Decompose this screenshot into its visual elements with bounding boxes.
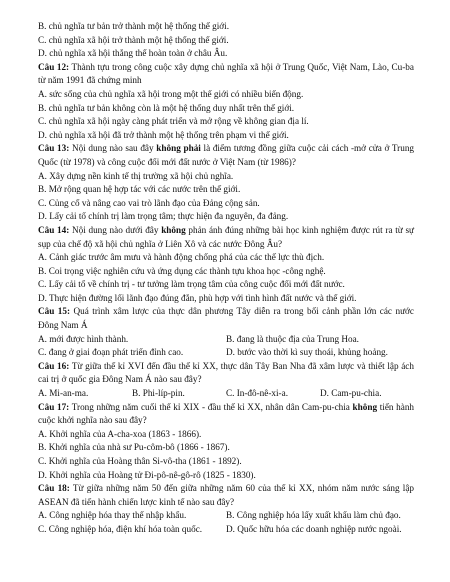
option-a: A. mới được hình thành. bbox=[38, 333, 129, 344]
option-c: C. chủ nghĩa xã hội trở thành một hệ thống thế giới. bbox=[38, 34, 229, 45]
question-13-stem bbox=[38, 142, 414, 169]
option-d: D. Khởi nghĩa của Hoàng tử Đi-pô-nê-gô-rô (1825 - 1830). bbox=[38, 469, 256, 480]
option-b: B. đang là thuộc địa của Trung Hoa. bbox=[226, 333, 359, 344]
question-number: Câu 17: bbox=[38, 401, 70, 412]
question-text-pre: Trong những năm cuối thế kỉ XIX - đầu thế kỉ XX, nhân dân Cam-pu-chia bbox=[71, 401, 350, 412]
question-text: Thành tựu trong công cuộc xây dựng chủ nghĩa xã hội ở Trung Quốc, Việt Nam, Lào, Cu-ba từ năm 1991 đã chứng minh bbox=[38, 61, 414, 86]
question-17-stem bbox=[38, 401, 414, 428]
option-d: D. Cam-pu-chia. bbox=[320, 388, 382, 399]
option-b: B. Phi-líp-pin. bbox=[132, 388, 185, 399]
options-grid bbox=[38, 387, 414, 401]
question-text-pre: Nội dung nào dưới đây bbox=[72, 224, 159, 235]
question-16 bbox=[38, 360, 414, 401]
question-text-post: phản ánh đúng những bài học kinh nghiệm được rút ra từ sự sụp của chế độ xã hội chủ nghĩa ở Liên Xô và các nước Đông Âu? bbox=[38, 224, 415, 249]
question-text-post: tiến hành cuộc khởi nghĩa nào sau đây? bbox=[38, 401, 415, 426]
question-14-stem bbox=[38, 224, 414, 251]
question-number: Câu 18: bbox=[38, 483, 70, 494]
option-a: A. Xây dựng nền kinh tế thị trường xã hội chủ nghĩa. bbox=[38, 170, 234, 181]
question-number: Câu 12: bbox=[38, 61, 70, 72]
options-grid bbox=[38, 509, 414, 536]
option-c: C. đang ở giai đoạn phát triển đỉnh cao. bbox=[38, 347, 184, 358]
question-text-emphasis: không phải bbox=[156, 143, 201, 154]
option-a: A. Khởi nghĩa của A-cha-xoa (1863 - 1866). bbox=[38, 428, 202, 439]
question-18-stem bbox=[38, 482, 414, 509]
question-text-emphasis: không bbox=[352, 401, 378, 412]
question-number: Câu 13: bbox=[38, 143, 70, 154]
option-d: D. chủ nghĩa xã hội thắng thế hoàn toàn ở châu Âu. bbox=[38, 48, 228, 59]
question-text-emphasis: không bbox=[161, 224, 186, 235]
option-c: C. In-đô-nê-xi-a. bbox=[226, 388, 288, 399]
question-12-stem bbox=[38, 61, 414, 88]
option-c: C. chủ nghĩa xã hội ngày càng phát triển và mở rộng về không gian địa lí. bbox=[38, 116, 309, 127]
question-13 bbox=[38, 142, 414, 224]
question-16-stem bbox=[38, 360, 414, 387]
question-18 bbox=[38, 482, 414, 536]
option-b: B. chủ nghĩa tư bản trở thành một hệ thống thế giới. bbox=[38, 21, 230, 31]
option-b: B. Khởi nghĩa của nhà sư Pu-côm-bô (1866 - 1867). bbox=[38, 442, 230, 453]
option-d: D. bước vào thời kì suy thoái, khủng hoảng. bbox=[226, 347, 388, 358]
question-15 bbox=[38, 305, 414, 359]
option-c: C. Công nghiệp hóa, điện khí hóa toàn quốc. bbox=[38, 523, 203, 534]
top-options bbox=[38, 20, 414, 61]
option-b: B. Coi trọng việc nghiên cứu và ứng dụng các thành tựu khoa học -công nghệ. bbox=[38, 265, 326, 276]
option-c: C. Củng cố và nâng cao vai trò lãnh đạo của Đảng cộng sản. bbox=[38, 197, 260, 208]
question-12 bbox=[38, 61, 414, 143]
question-text-post: là điểm tương đồng giữa cuộc cải cách -mở cửa ở Trung Quốc (từ 1978) và công cuộc đổi mới đất nước ở Việt Nam (từ 1986)? bbox=[38, 143, 415, 167]
option-b: B. Công nghiệp hóa lấy xuất khẩu làm chủ đạo. bbox=[226, 510, 401, 521]
option-a: A. Mi-an-ma. bbox=[38, 388, 89, 399]
question-number: Câu 14: bbox=[38, 224, 70, 235]
question-text-pre: Nội dung nào sau đây bbox=[71, 143, 154, 154]
option-b: B. Mở rộng quan hệ hợp tác với các nước trên thế giới. bbox=[38, 184, 241, 195]
question-number: Câu 15: bbox=[38, 306, 71, 317]
option-b: B. chủ nghĩa tư bản không còn là một hệ thống duy nhất trên thế giới. bbox=[38, 102, 295, 113]
question-14 bbox=[38, 224, 414, 306]
option-d: D. Lấy cải tổ chính trị làm trọng tâm; thực hiện đa nguyên, đa đảng. bbox=[38, 211, 289, 222]
question-text: Từ giữa thế kỉ XVI đến đầu thế kỉ XX, thực dân Tây Ban Nha đã xâm lược và thiết lập ách cai trị ở quốc gia Đông Nam Á nào sau đây? bbox=[38, 360, 414, 385]
option-d: D. Thực hiện đường lối lãnh đạo đúng đắn, phù hợp với tình hình đất nước và thế giới. bbox=[38, 292, 357, 303]
option-c: C. Khởi nghĩa của Hoàng thân Si-vô-tha (1861 - 1892). bbox=[38, 456, 242, 466]
question-17 bbox=[38, 401, 414, 483]
question-number: Câu 16: bbox=[38, 360, 70, 371]
option-d: D. chủ nghĩa xã hội đã trở thành một hệ thống trên phạm vi thế giới. bbox=[38, 129, 289, 140]
option-d: D. Quốc hữu hóa các doanh nghiệp nước ngoài. bbox=[226, 523, 402, 534]
option-c: C. Lấy cải tổ về chính trị - tư tưởng làm trọng tâm của công cuộc đổi mới đất nước. bbox=[38, 279, 345, 290]
question-15-stem bbox=[38, 305, 414, 332]
option-a: A. Công nghiệp hóa thay thế nhập khẩu. bbox=[38, 510, 187, 521]
option-a: A. Cảnh giác trước âm mưu và hành động chống phá của các thế lực thù địch. bbox=[38, 252, 325, 263]
question-text: Từ giữa những năm 50 đến giữa những năm 60 của thế kỉ XX, nhóm năm nước sáng lập ASEAN đã tiến hành chiến lược kinh tế nào sau đây? bbox=[38, 483, 414, 507]
options-grid bbox=[38, 333, 414, 360]
question-text: Quá trình xâm lược của thực dân phương Tây diễn ra trong bối cảnh phần lớn các nước Đông Nam Á bbox=[38, 306, 414, 331]
option-a: A. sức sống của chủ nghĩa xã hội trong một thế giới có nhiều biến động. bbox=[38, 88, 304, 99]
